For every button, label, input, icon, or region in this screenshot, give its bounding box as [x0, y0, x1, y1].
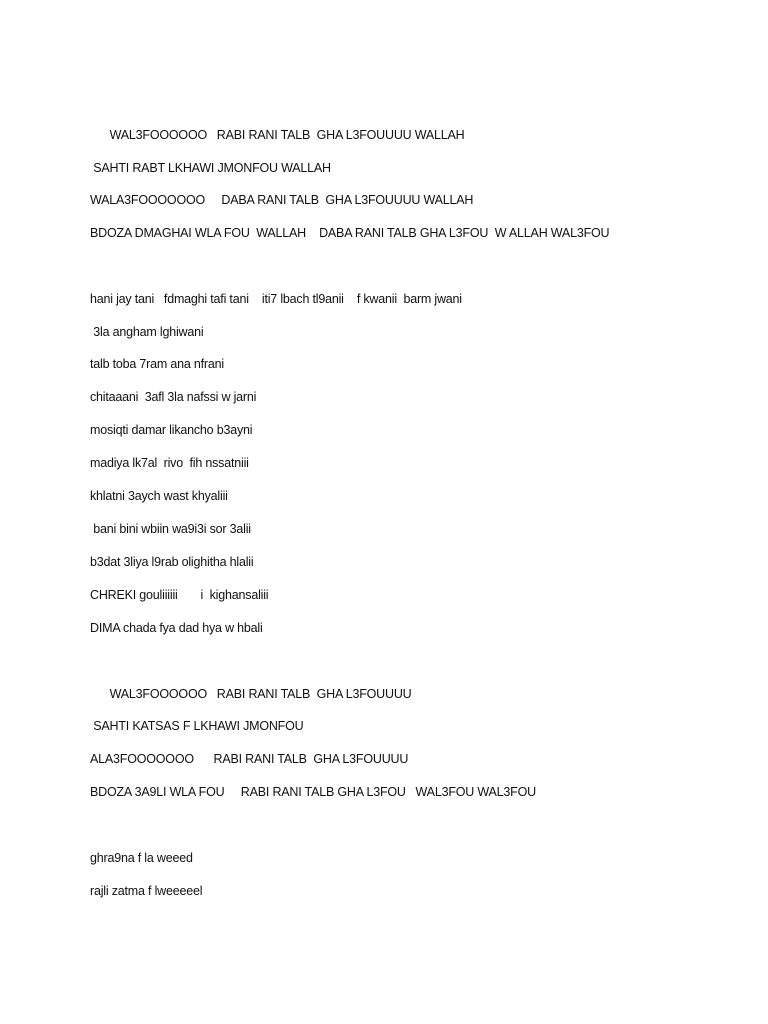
- verse-line-8: bani bini wbiin wa9i3i sor 3alii: [90, 522, 251, 536]
- verse-line-4: chitaaani 3afl 3la nafssi w jarni: [90, 390, 257, 404]
- chorus-line-3: WALA3FOOOOOOO DABA RANI TALB GHA L3FOUUUU WALLAH: [90, 193, 474, 207]
- verse-line-11: DIMA chada fya dad hya w hbali: [90, 621, 263, 635]
- verse-line-3: talb toba 7ram ana nfrani: [90, 357, 224, 371]
- verse-line-2: 3la angham lghiwani: [90, 325, 204, 339]
- verse-line-5: mosiqti damar likancho b3ayni: [90, 423, 253, 437]
- verse2-line-2: rajli zatma f lweeeeel: [90, 884, 203, 898]
- chorus2-line-2: SAHTI KATSAS F LKHAWI JMONFOU: [90, 719, 304, 733]
- chorus-line-2: SAHTI RABT LKHAWI JMONFOU WALLAH: [90, 161, 331, 175]
- verse-line-9: b3dat 3liya l9rab olighitha hlalii: [90, 555, 254, 569]
- chorus-line-4: BDOZA DMAGHAI WLA FOU WALLAH DABA RANI TALB GHA L3FOU W ALLAH WAL3FOU: [90, 226, 610, 240]
- chorus2-line-1: WAL3FOOOOOO RABI RANI TALB GHA L3FOUUUU: [90, 687, 412, 701]
- verse-line-10: CHREKI gouliiiiii i kighansaliii: [90, 588, 269, 602]
- verse-line-1: hani jay tani fdmaghi tafi tani iti7 lbach tl9anii f kwanii barm jwani: [90, 292, 462, 306]
- verse-line-7: khlatni 3aych wast khyaliii: [90, 489, 228, 503]
- verse2-line-1: ghra9na f la weeed: [90, 851, 193, 865]
- chorus2-line-4: BDOZA 3A9LI WLA FOU RABI RANI TALB GHA L3FOU WAL3FOU WAL3FOU: [90, 785, 536, 799]
- chorus2-line-3: ALA3FOOOOOOO RABI RANI TALB GHA L3FOUUUU: [90, 752, 409, 766]
- verse-line-6: madiya lk7al rivo fih nssatniii: [90, 456, 249, 470]
- chorus-line-1: WAL3FOOOOOO RABI RANI TALB GHA L3FOUUUU WALLAH: [90, 128, 465, 142]
